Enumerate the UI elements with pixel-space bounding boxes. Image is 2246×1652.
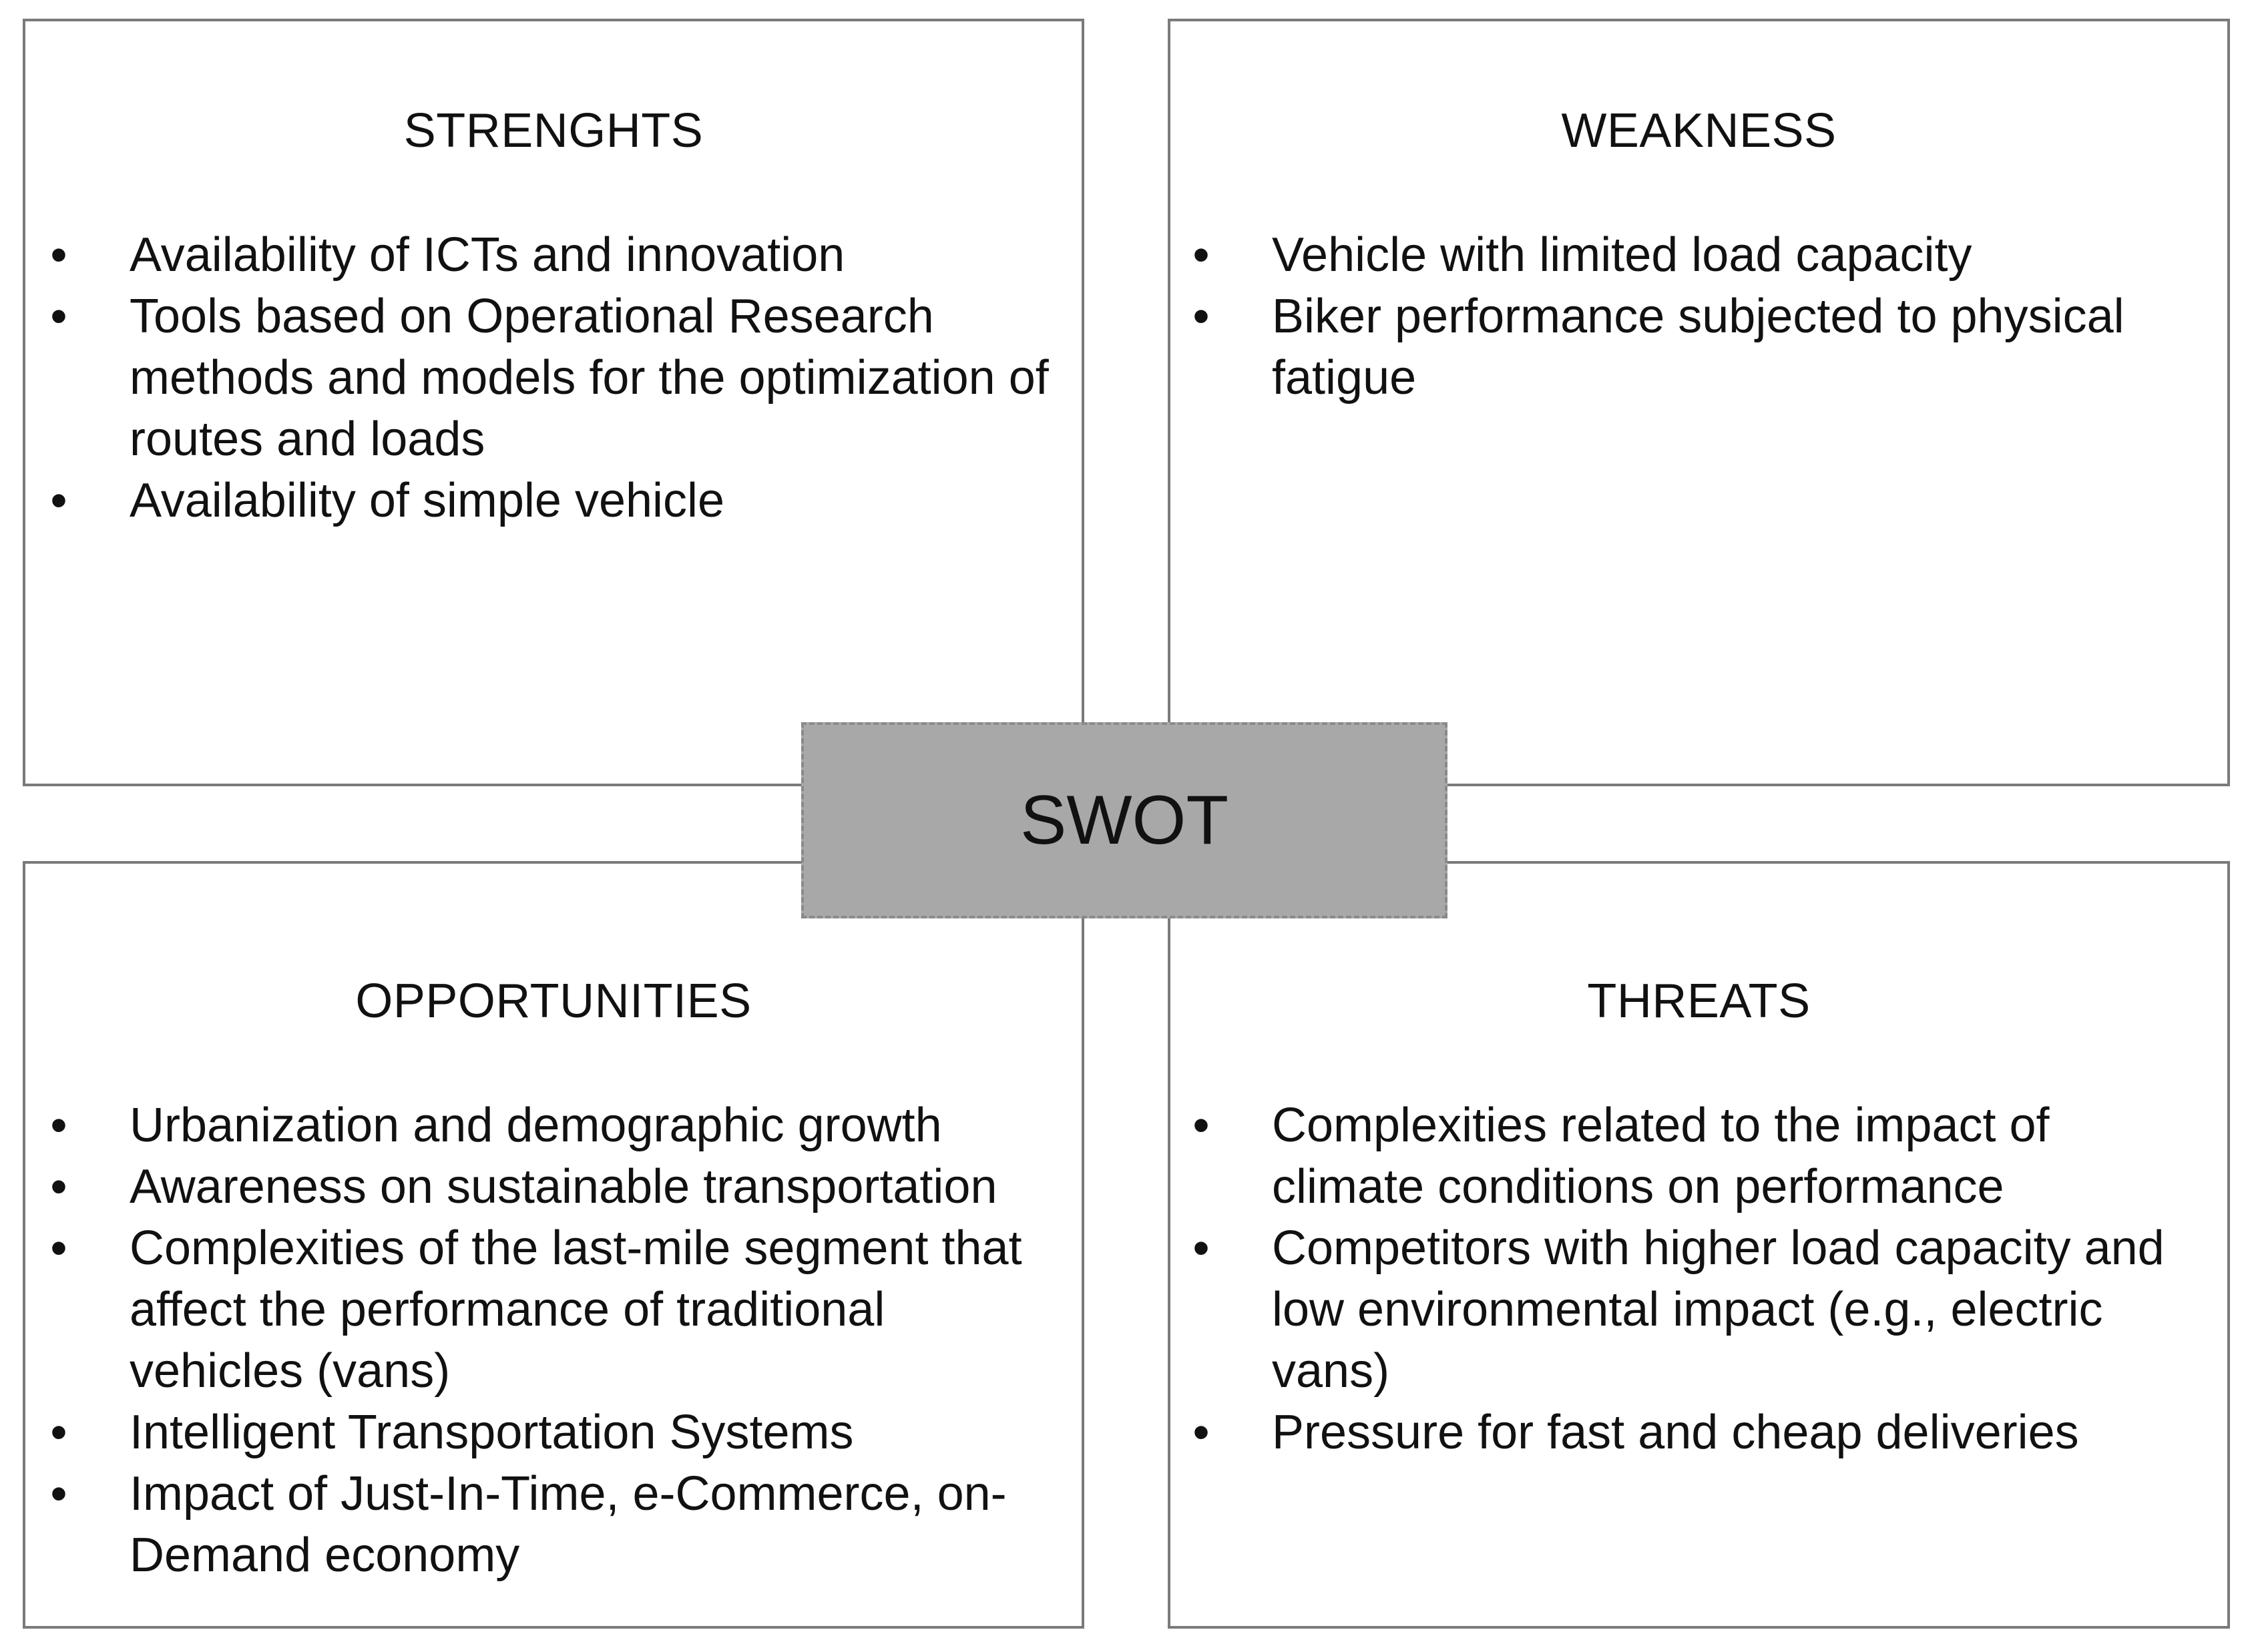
weakness-list (1188, 224, 2214, 408)
list-item-text: Competitors with higher load capacity and low environmental impact (e.g., electric vans) (1272, 1221, 2165, 1398)
threats-quadrant (1168, 861, 2230, 1629)
bullet-icon: • (50, 228, 67, 282)
list-item (45, 224, 1068, 286)
list-item (45, 1156, 1068, 1217)
bullet-icon: • (50, 1467, 67, 1521)
list-item (1188, 286, 2214, 408)
list-item (45, 1217, 1068, 1402)
weakness-title: WEAKNESS (1561, 104, 1837, 158)
bullet-icon: • (1192, 1221, 1210, 1275)
list-item (1188, 1402, 2214, 1463)
list-item-text: Vehicle with limited load capacity (1272, 228, 1972, 282)
list-item-text: Impact of Just-In-Time, e-Commerce, on-Demand economy (130, 1467, 1007, 1582)
list-item-text: Urbanization and demographic growth (130, 1099, 942, 1152)
bullet-icon: • (50, 474, 67, 527)
bullet-icon: • (50, 1406, 67, 1459)
opportunities-quadrant (23, 861, 1084, 1629)
opportunities-list (45, 1095, 1068, 1586)
weakness-quadrant (1168, 19, 2230, 786)
bullet-icon: • (50, 1099, 67, 1152)
list-item-text: Availability of simple vehicle (130, 474, 725, 527)
strengths-quadrant (23, 19, 1084, 786)
list-item (1188, 224, 2214, 286)
list-item-text: Awareness on sustainable transportation (130, 1160, 997, 1213)
list-item (45, 470, 1068, 531)
bullet-icon: • (1192, 228, 1210, 282)
list-item-text: Complexities related to the impact of climate conditions on performance (1272, 1099, 2050, 1213)
list-item (45, 1402, 1068, 1463)
bullet-icon: • (50, 1221, 67, 1275)
bullet-icon: • (1192, 1406, 1210, 1459)
list-item (45, 286, 1068, 470)
list-item (1188, 1217, 2214, 1402)
list-item (45, 1463, 1068, 1586)
list-item-text: Pressure for fast and cheap deliveries (1272, 1406, 2079, 1459)
list-item-text: Intelligent Transportation Systems (130, 1406, 854, 1459)
list-item (45, 1095, 1068, 1156)
bullet-icon: • (50, 1160, 67, 1213)
list-item-text: Complexities of the last-mile segment that affect the performance of traditional vehicles (vans) (130, 1221, 1022, 1398)
threats-title: THREATS (1587, 975, 1811, 1028)
bullet-icon: • (1192, 290, 1210, 343)
list-item-text: Tools based on Operational Research methods and models for the optimization of routes and loads (130, 290, 1049, 466)
bullet-icon: • (50, 290, 67, 343)
strengths-title: STRENGHTS (403, 104, 704, 158)
list-item-text: Availability of ICTs and innovation (130, 228, 845, 282)
bullet-icon: • (1192, 1099, 1210, 1152)
list-item-text: Biker performance subjected to physical fatigue (1272, 290, 2124, 404)
opportunities-title: OPPORTUNITIES (355, 975, 752, 1028)
strengths-list (45, 224, 1068, 531)
threats-list (1188, 1095, 2214, 1463)
list-item (1188, 1095, 2214, 1217)
swot-center-label: SWOT (801, 722, 1447, 918)
